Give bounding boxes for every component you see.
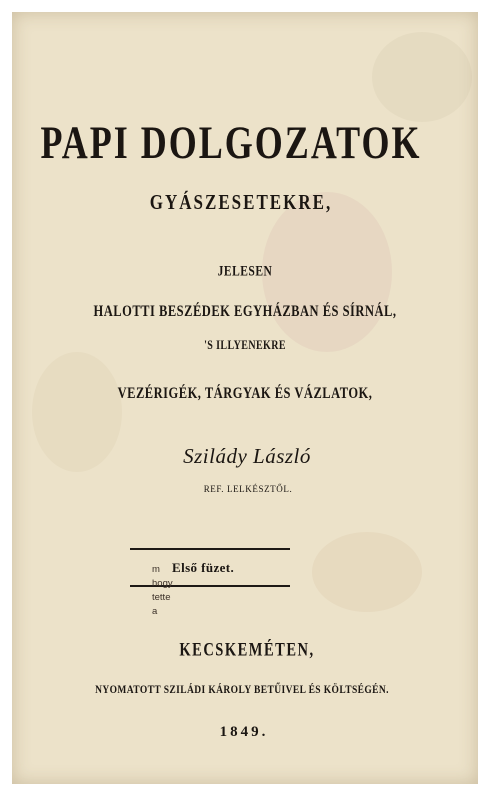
- paper-stain: [372, 32, 472, 122]
- publication-year: 1849.: [219, 724, 269, 740]
- publication-city: KECSKEMÉTEN,: [179, 640, 315, 661]
- description-line-3: 'S ILLYENEKRE: [204, 339, 286, 353]
- handwritten-fragment: tette: [152, 592, 171, 603]
- description-line-4: VEZÉRIGÉK, TÁRGYAK ÉS VÁZLATOK,: [117, 384, 373, 402]
- book-title-page: [12, 12, 478, 784]
- handwritten-fragment: m: [152, 564, 160, 575]
- handwritten-fragment: hogy: [152, 578, 173, 589]
- description-line-1: JELESEN: [217, 264, 273, 279]
- paper-stain: [312, 532, 422, 612]
- divider-rule-top: [130, 548, 290, 550]
- printer-line: NYOMATOTT SZILÁDI KÁROLY BETŰIVEL ÉS KÖLTSÉGÉN.: [95, 684, 389, 697]
- issue-label: Első füzet.: [172, 560, 235, 575]
- author-role: REF. LELKÉSZTŐL.: [203, 484, 293, 494]
- description-line-2: HALOTTI BESZÉDEK EGYHÁZBAN ÉS SÍRNÁL,: [93, 302, 397, 320]
- book-subtitle: GYÁSZESETEKRE,: [149, 190, 333, 214]
- handwritten-fragment: a: [152, 606, 158, 617]
- book-title: PAPI DOLGOZATOK: [40, 117, 422, 169]
- author-name: Szilády László: [183, 444, 311, 468]
